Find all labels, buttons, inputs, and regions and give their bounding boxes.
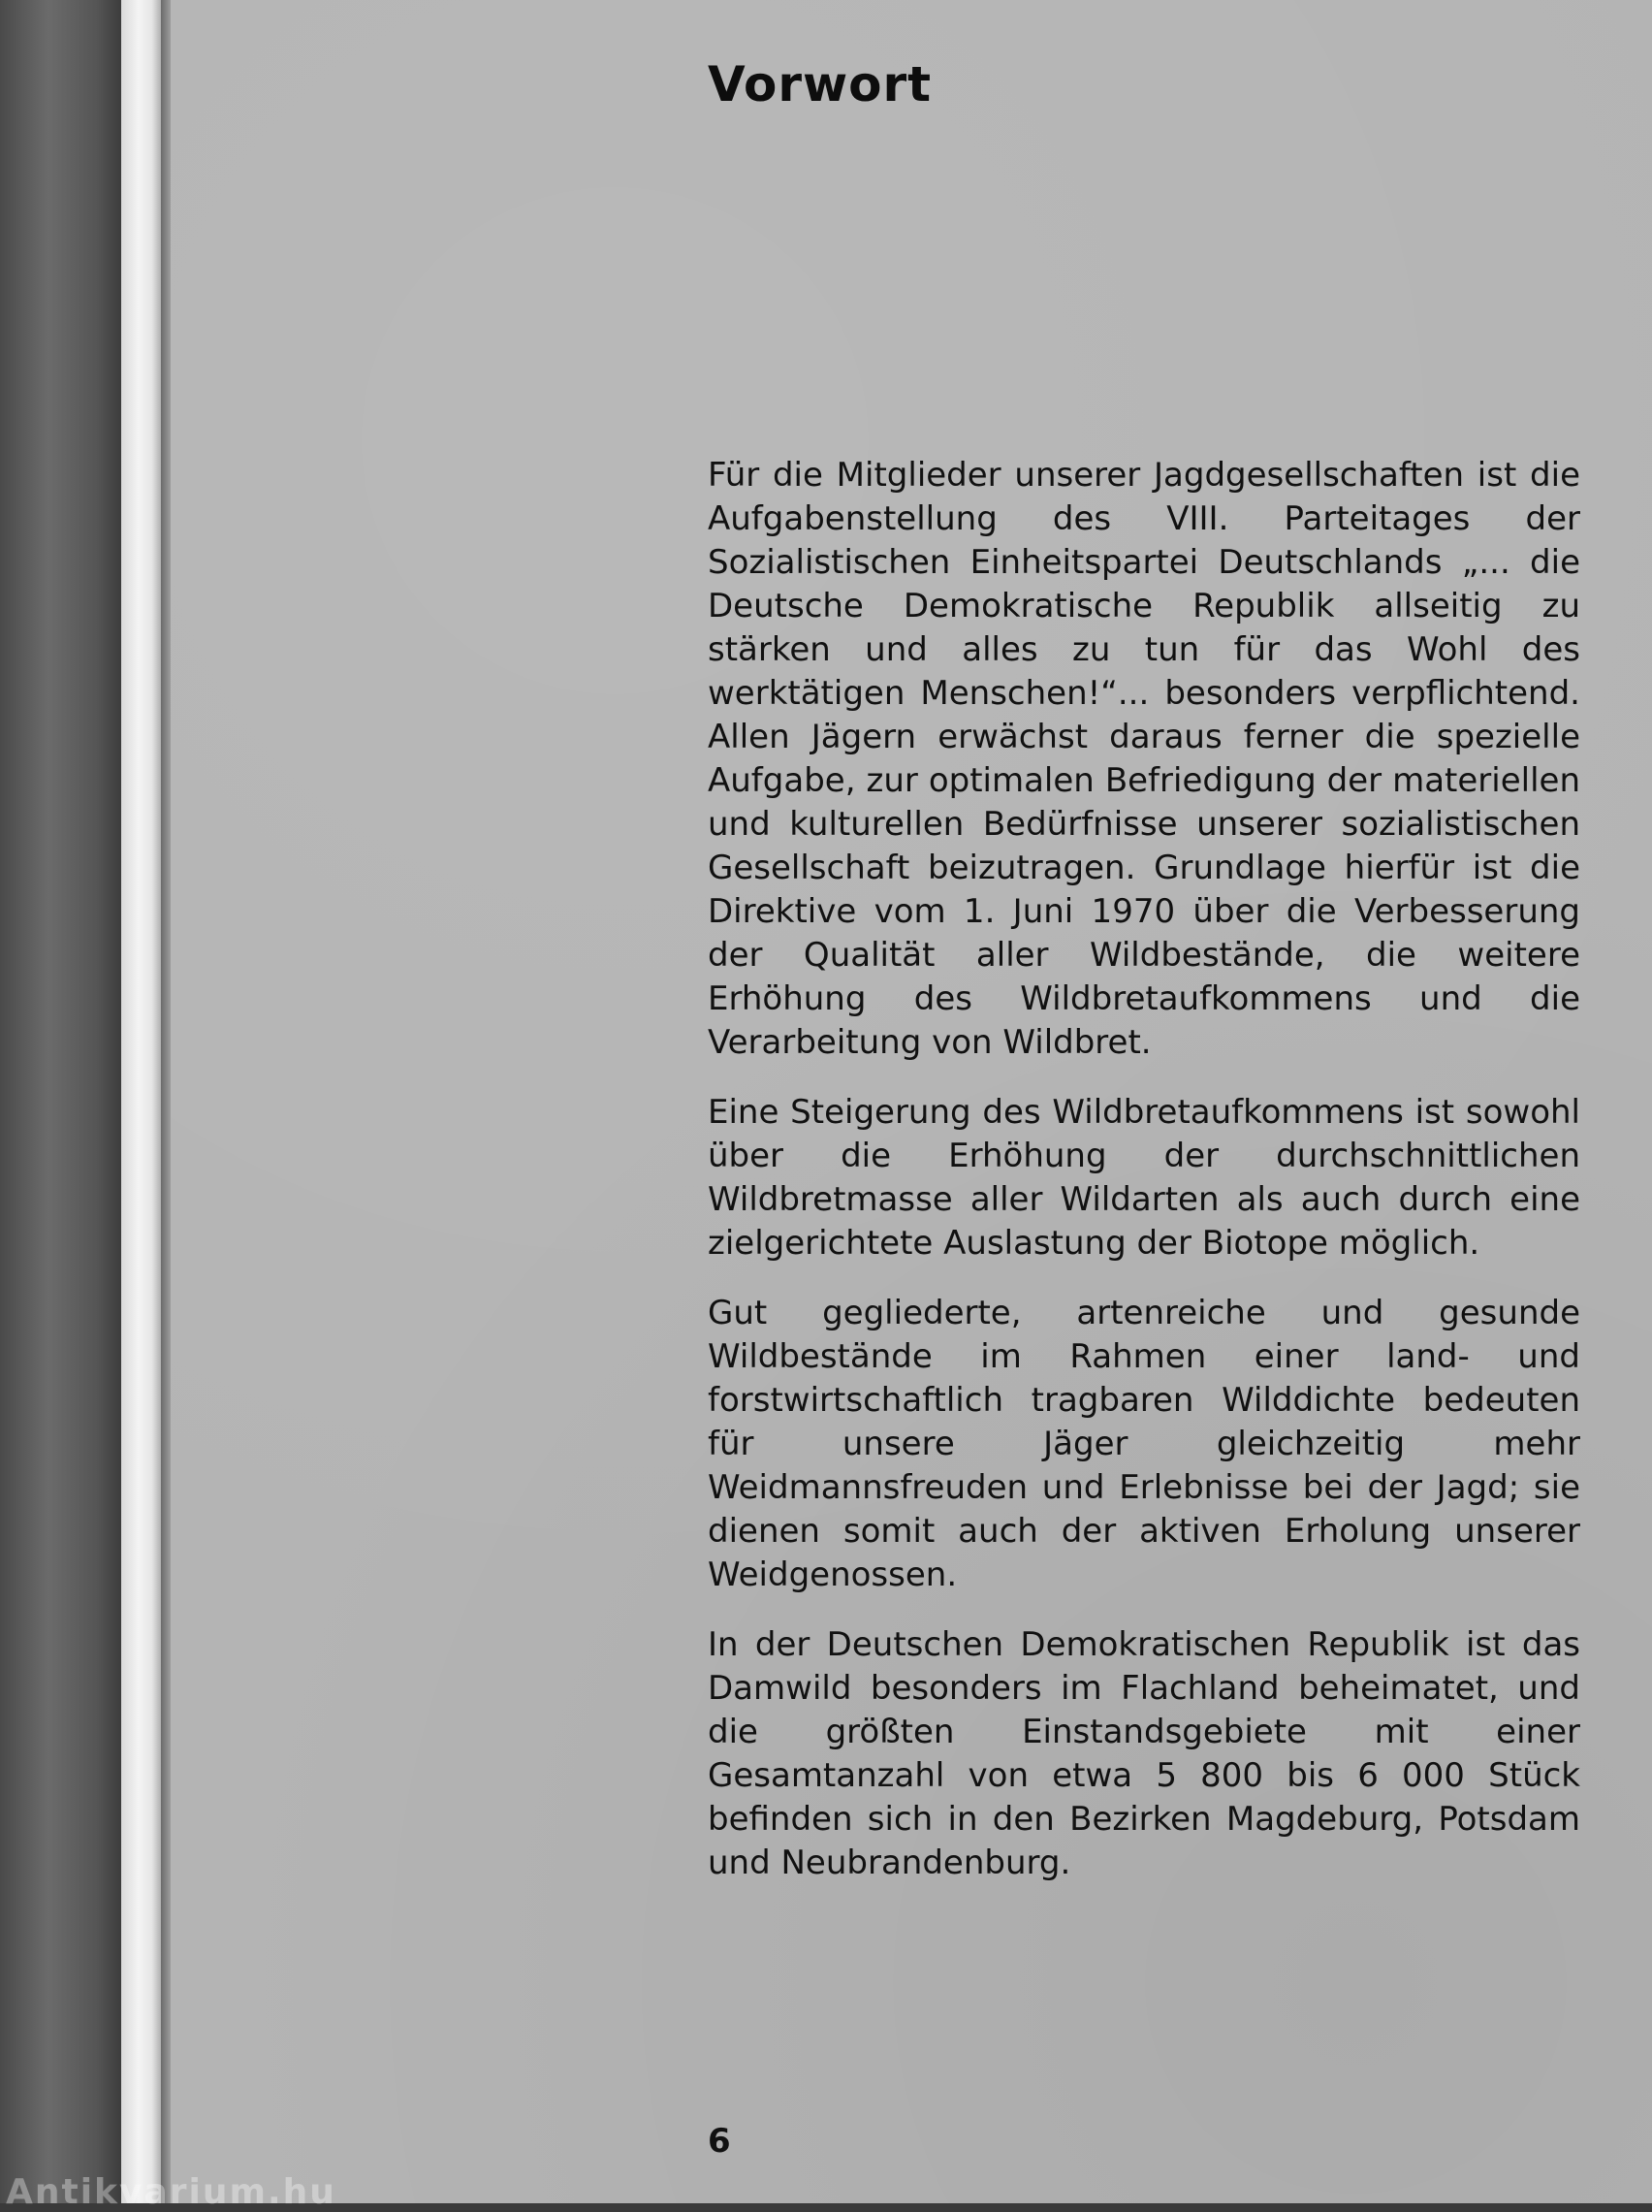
watermark: Antikvarium.hu [6, 2172, 336, 2212]
body-text [708, 454, 1580, 1911]
book-spine [121, 0, 165, 2203]
paragraph-1: Für die Mitglieder unserer Jagdgesellschaften ist die Aufgabenstellung des VIII. Parteitages der Sozialistischen Einheitspartei Deutschlands „... die Deutsche Demokratische Republik allseitig zu stärken und alles zu tun für das Wohl des werktätigen Menschen!“... besonders verpflichtend. Allen Jägern erwächst daraus ferner die spezielle Aufgabe, zur optimalen Befriedigung der materiellen und kulturellen Bedürfnisse unserer sozialistischen Gesellschaft beizutragen. Grundlage hierfür ist die Direktive vom 1. Juni 1970 über die Verbesserung der Qualität aller Wildbestände, die weitere Erhöhung des Wildbretaufkommens und die Verarbeitung von Wildbret. [708, 456, 1580, 1062]
paragraph-2: Eine Steigerung des Wildbretaufkommens ist sowohl über die Erhöhung der durchschnittlichen Wildbretmasse aller Wildarten als auch durch eine zielgerichtete Auslastung der Biotope möglich. [708, 1093, 1580, 1263]
paragraph-3: Gut gegliederte, artenreiche und gesunde Wildbestände im Rahmen einer land- und forstwirtschaftlich tragbaren Wilddichte bedeuten für unsere Jäger gleichzeitig mehr Weidmannsfreuden und Erlebnisse bei der Jagd; sie dienen somit auch der aktiven Erholung unserer Weidgenossen. [708, 1294, 1580, 1594]
spine-shadow [161, 0, 171, 2203]
page-title: Vorwort [708, 56, 933, 112]
page-number: 6 [708, 2122, 731, 2161]
paragraph-4: In der Deutschen Demokratischen Republik ist das Damwild besonders im Flachland beheimatet, und die größten Einstandsgebiete mit einer Gesamtanzahl von etwa 5 800 bis 6 000 Stück befinden sich in den Bezirken Magdeburg, Potsdam und Neubrandenburg. [708, 1625, 1580, 1882]
scan-background [0, 0, 121, 2203]
